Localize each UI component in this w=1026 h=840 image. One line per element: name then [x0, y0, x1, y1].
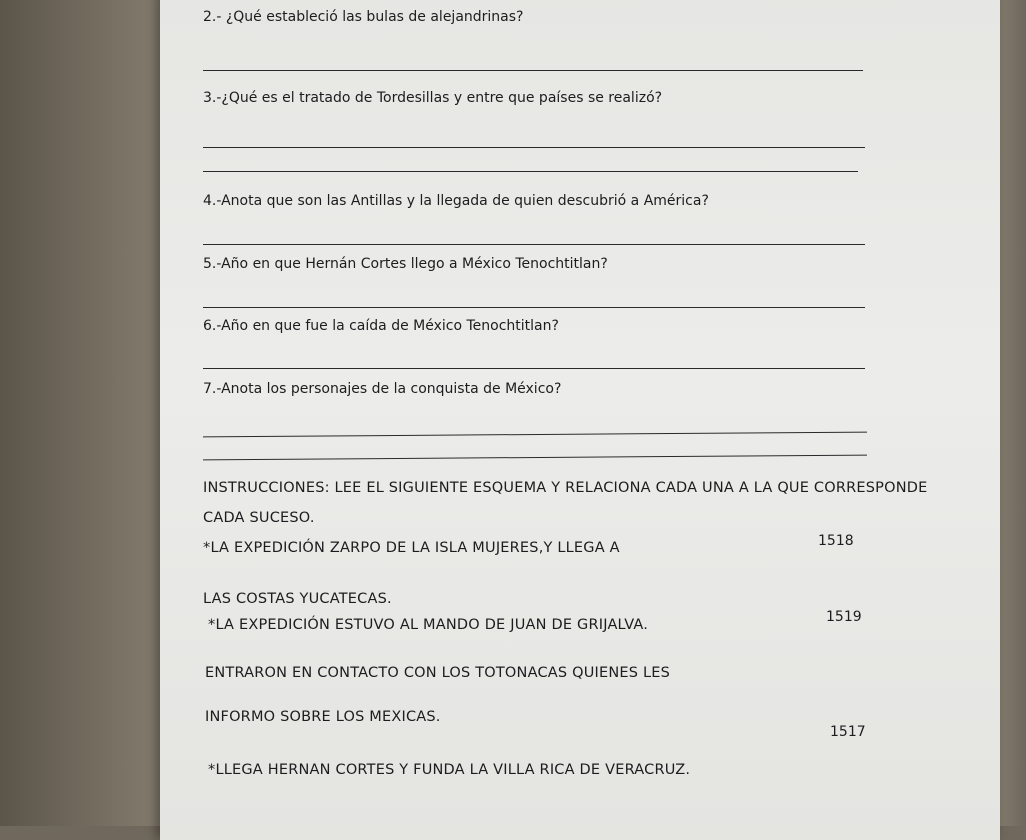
instructions-line-1: INSTRUCCIONES: LEE EL SIGUIENTE ESQUEMA Y RELACIONA CADA UNA A LA QUE CORRESPONDE	[203, 480, 928, 496]
answer-line-2[interactable]	[203, 70, 863, 71]
answer-line-3a[interactable]	[203, 147, 865, 148]
event-3-line-1: *LLEGA HERNAN CORTES Y FUNDA LA VILLA RICA DE VERACRUZ.	[208, 762, 691, 778]
year-1517: 1517	[830, 724, 866, 740]
question-5: 5.-Año en que Hernán Cortes llego a México Tenochtitlan?	[203, 256, 608, 272]
event-1-line-1: *LA EXPEDICIÓN ZARPO DE LA ISLA MUJERES,Y LLEGA A	[203, 540, 620, 556]
question-4: 4.-Anota que son las Antillas y la llegada de quien descubrió a América?	[203, 193, 709, 209]
question-2: 2.- ¿Qué estableció las bulas de alejandrinas?	[203, 9, 524, 25]
answer-line-5[interactable]	[203, 307, 865, 308]
event-2-line-1: *LA EXPEDICIÓN ESTUVO AL MANDO DE JUAN DE GRIJALVA.	[208, 617, 649, 633]
answer-line-6[interactable]	[203, 368, 865, 369]
year-1519: 1519	[826, 609, 862, 625]
question-7: 7.-Anota los personajes de la conquista de México?	[203, 381, 562, 397]
instructions-line-2: CADA SUCESO.	[203, 510, 315, 526]
question-3: 3.-¿Qué es el tratado de Tordesillas y entre que países se realizó?	[203, 90, 663, 106]
answer-line-3b[interactable]	[203, 171, 858, 172]
year-1518: 1518	[818, 533, 854, 549]
question-6: 6.-Año en que fue la caída de México Tenochtitlan?	[203, 318, 559, 334]
answer-line-4[interactable]	[203, 244, 865, 245]
event-2-line-3: INFORMO SOBRE LOS MEXICAS.	[205, 709, 441, 725]
event-2-line-2: ENTRARON EN CONTACTO CON LOS TOTONACAS QUIENES LES	[205, 665, 671, 681]
event-1-line-2: LAS COSTAS YUCATECAS.	[203, 591, 392, 607]
